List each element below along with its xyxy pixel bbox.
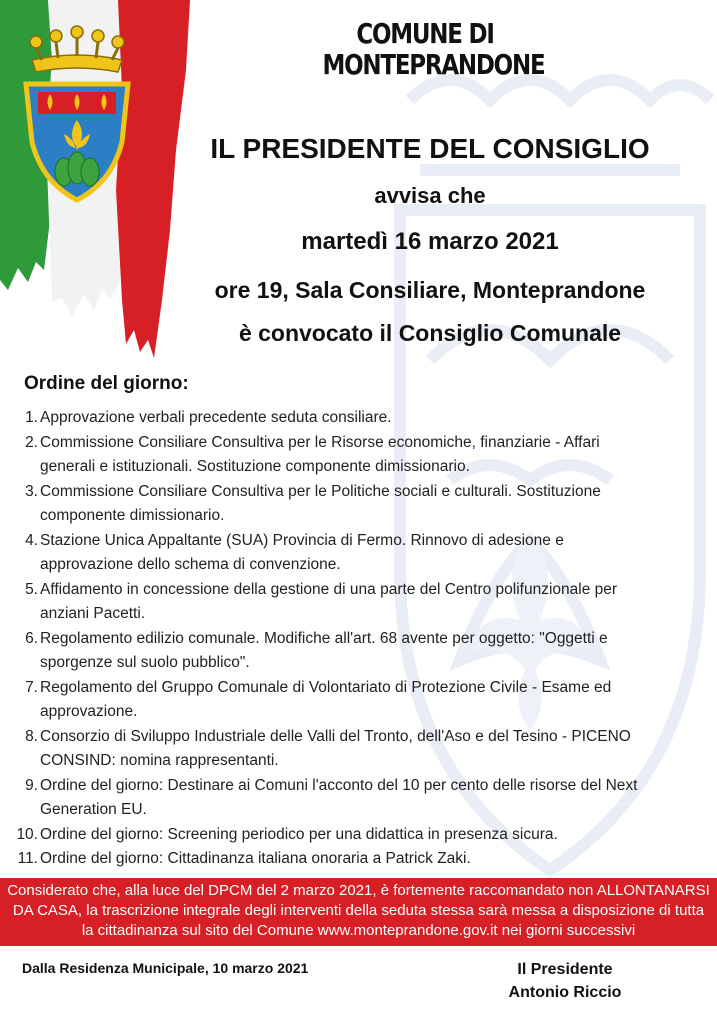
comune-title-line1: COMUNE DI	[356, 17, 494, 50]
agenda-item-text: componente dimissionario.	[40, 507, 225, 524]
agenda-heading: Ordine del giorno:	[24, 373, 189, 394]
signature-block	[490, 958, 640, 1004]
banner-line: DA CASA, la trascrizione integrale degli interventi della seduta stessa sarà messa a disposizione di tutta	[12, 902, 705, 919]
place-date: Dalla Residenza Municipale, 10 marzo 2021	[22, 960, 309, 976]
notice-subheading: avvisa che	[374, 183, 486, 208]
banner-line: la cittadinanza sul sito del Comune www.monteprandone.gov.it nei giorni successivi	[81, 922, 636, 939]
agenda-item-text: approvazione dello schema di convenzione.	[40, 556, 341, 573]
agenda-item-number: 2.	[25, 433, 38, 451]
agenda-item-text: Regolamento del Gruppo Comunale di Volontariato di Protezione Civile - Esame ed	[40, 678, 612, 696]
agenda-item-text: CONSIND: nomina rappresentanti.	[40, 752, 279, 769]
agenda-item-number: 6.	[25, 629, 38, 647]
agenda-item-number: 11.	[17, 850, 38, 867]
agenda-item-number: 1.	[25, 409, 38, 426]
agenda-item	[12, 725, 692, 774]
agenda-item-number: 3.	[25, 482, 38, 500]
agenda-item-text: Ordine del giorno: Cittadinanza italiana onoraria a Patrick Zaki.	[40, 850, 471, 867]
agenda-item	[12, 406, 692, 431]
agenda-item-text: sporgenze sul suolo pubblico".	[40, 654, 250, 671]
agenda-item-text: Commissione Consiliare Consultiva per le Risorse economiche, finanziarie - Affari	[40, 433, 600, 451]
agenda-item	[12, 847, 692, 872]
agenda-item-text: Approvazione verbali precedente seduta consiliare.	[40, 409, 392, 426]
banner-line: Considerato che, alla luce del DPCM del 2 marzo 2021, è fortemente raccomandato non ALLONTANARSI	[7, 882, 710, 899]
agenda-item-text: Regolamento edilizio comunale. Modifiche all'art. 68 avente per oggetto: "Oggetti e	[40, 629, 608, 647]
agenda-item	[12, 823, 692, 848]
agenda-item-text: Generation EU.	[40, 801, 147, 818]
comune-title	[322, 17, 545, 81]
comune-crest-icon	[22, 22, 132, 207]
agenda-item-text: Ordine del giorno: Destinare ai Comuni l'acconto del 10 per cento delle risorse del Next	[40, 776, 638, 794]
agenda-item-number: 9.	[25, 776, 38, 794]
agenda-item-text: approvazione.	[40, 703, 138, 720]
meeting-date: martedì 16 marzo 2021	[301, 228, 559, 255]
meeting-time-place: ore 19, Sala Consiliare, Monteprandone	[214, 277, 646, 303]
agenda-item-text: Consorzio di Sviluppo Industriale delle Valli del Tronto, dell'Aso e del Tesino - PICENO	[40, 727, 631, 745]
agenda-item	[12, 480, 692, 529]
agenda-item	[12, 578, 692, 627]
agenda-item-text: anziani Pacetti.	[40, 605, 146, 622]
notice-banner	[0, 878, 717, 946]
agenda-item-number: 4.	[25, 531, 38, 549]
agenda-item	[12, 431, 692, 480]
agenda-item	[12, 627, 692, 676]
agenda-item-text: Ordine del giorno: Screening periodico per una didattica in presenza sicura.	[40, 825, 558, 843]
agenda-item-text: Commissione Consiliare Consultiva per le Politiche sociali e culturali. Sostituzione	[40, 482, 601, 500]
meeting-convocation: è convocato il Consiglio Comunale	[238, 320, 622, 346]
agenda-item-number: 7.	[25, 678, 38, 696]
agenda-item	[12, 529, 692, 578]
comune-title-line2: MONTEPRANDONE	[322, 48, 545, 81]
agenda-item	[12, 774, 692, 823]
notice-heading: IL PRESIDENTE DEL CONSIGLIO	[210, 133, 650, 164]
agenda-item-text: generali e istituzionali. Sostituzione componente dimissionario.	[40, 458, 470, 475]
agenda-item-text: Stazione Unica Appaltante (SUA) Provincia di Fermo. Rinnovo di adesione e	[40, 531, 564, 549]
agenda-item-number: 5.	[25, 580, 38, 598]
agenda-list	[12, 406, 692, 872]
agenda-item-text: Affidamento in concessione della gestione di una parte del Centro polifunzionale per	[40, 580, 618, 598]
agenda-item	[12, 676, 692, 725]
signature-name: Antonio Riccio	[508, 984, 622, 1001]
signature-role: Il Presidente	[517, 961, 613, 978]
agenda-item-number: 10.	[16, 825, 38, 843]
agenda-item-number: 8.	[25, 727, 38, 745]
